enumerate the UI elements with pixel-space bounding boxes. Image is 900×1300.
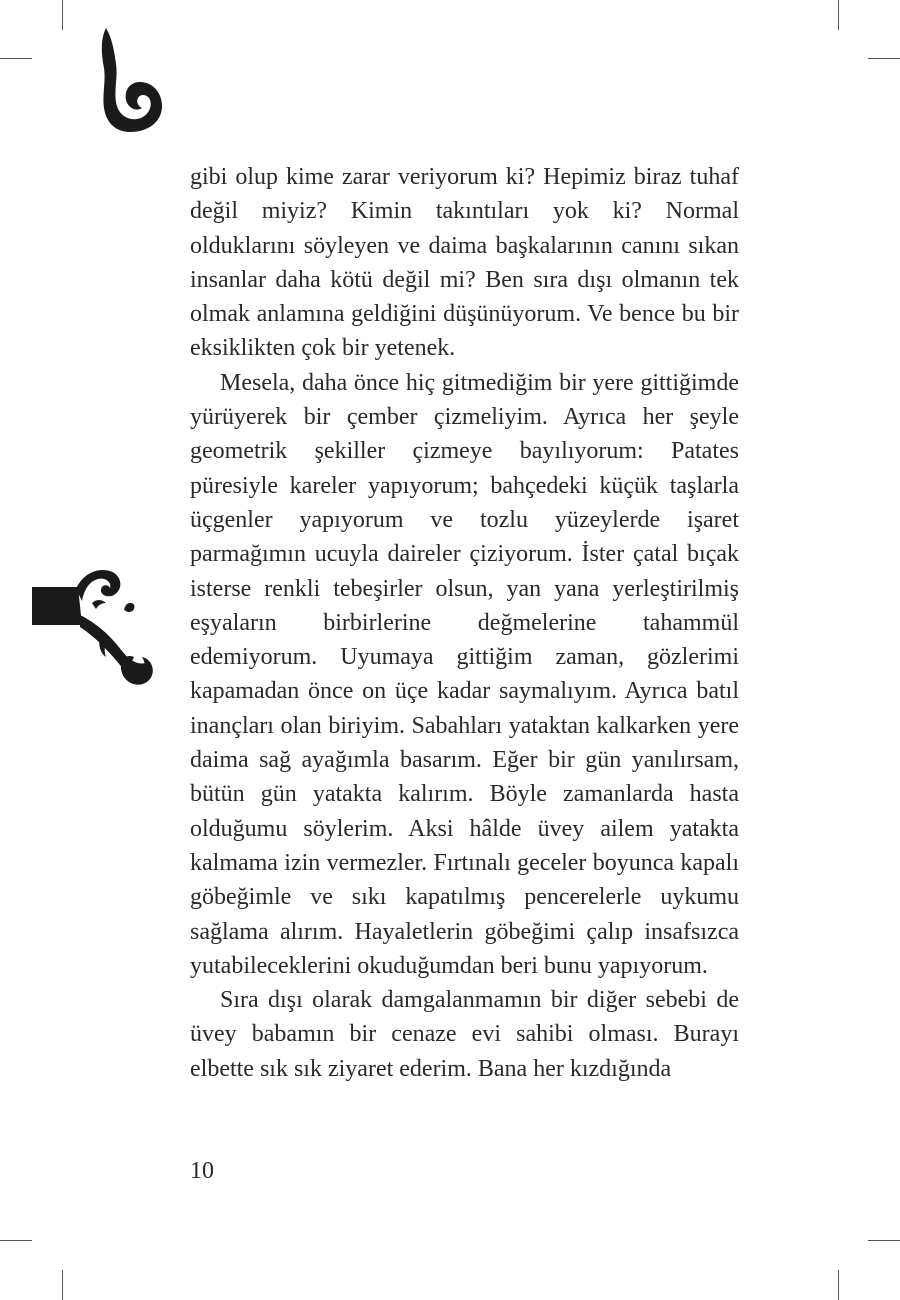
- body-text: [190, 160, 739, 1086]
- crop-mark: [838, 0, 839, 30]
- crop-mark: [62, 1270, 63, 1300]
- crop-mark: [838, 1270, 839, 1300]
- paragraph: Mesela, daha önce hiç gitmediğim bir yere gittiğimde yürüyerek bir çember çizmeliyim. Ayrıca her şeyle geometrik şekiller çizmeye bayılıyorum: Patates püresiyle kareler yapıyorum; bahçedeki küçük taşlarla üçgenler yapıyorum ve tozlu yüzeylerde işaret parmağımın ucuyla daireler çiziyorum. İster çatal bıçak isterse renkli tebeşirler olsun, yan yana yerleştirilmiş eşyaların birbirlerine değmelerine tahammül edemiyorum. Uyumaya gittiğim zaman, gözlerimi kapamadan önce on üçe kadar saymalıyım. Ayrıca batıl inançları olan biriyim. Sabahları yataktan kalkarken yere daima sağ ayağımla basarım. Eğer bir gün yanılırsam, bütün gün yatakta kalırım. Böyle zamanlarda hasta olduğumu söylerim. Aksi hâlde üvey ailem yatakta kalmama izin vermezler. Fırtınalı geceler boyunca kapalı göbeğimle ve sıkı kapatılmış pencerelerle uykumu sağlama alırım. Hayaletlerin göbeğimi çalıp insafsızca yutabileceklerini okuduğumdan beri bunu yapıyorum.: [190, 369, 739, 979]
- paragraph: gibi olup kime zarar veriyorum ki? Hepimiz biraz tuhaf değil miyiz? Kimin takıntıları yok ki? Normal olduklarını söyleyen ve daima başkalarının canını sıkan insanlar daha kötü değil mi? Ben sıra dışı olmanın tek olmak anlamına geldiğini düşünüyorum. Ve bence bu bir eksiklikten çok bir yetenek.: [190, 164, 739, 362]
- crop-mark: [0, 1240, 32, 1241]
- crop-mark: [868, 1240, 900, 1241]
- crop-mark: [868, 58, 900, 59]
- curl-ornament-icon: [96, 28, 166, 136]
- paragraph: Sıra dışı olarak damgalanmamın bir diğer sebebi de üvey babamın bir cenaze evi sahibi olması. Burayı elbette sık sık ziyaret ederim. Bana her kızdığında: [190, 987, 739, 1082]
- crop-mark: [62, 0, 63, 30]
- page-number: 10: [190, 1158, 214, 1184]
- branch-ornament-icon: [30, 565, 155, 695]
- crop-mark: [0, 58, 32, 59]
